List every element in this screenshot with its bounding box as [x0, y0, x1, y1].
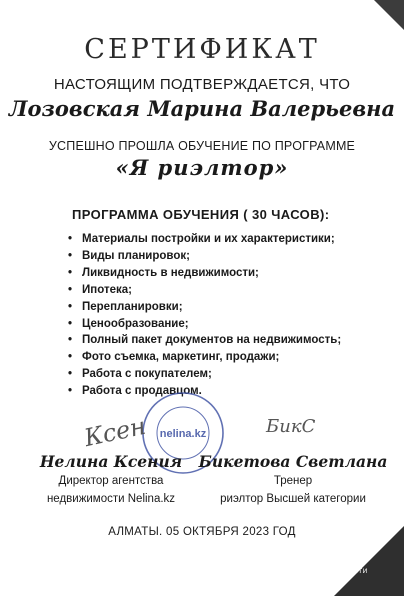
recipient-name: Лозовская Марина Валерьевна — [8, 96, 396, 121]
signatory-role: Директор агентства — [58, 475, 164, 487]
list-item: • Фото съемка, маркетинг, продажи; — [68, 349, 341, 366]
signature-2: БикС — [266, 416, 316, 437]
signatory-role: риэлтор Высшей категории — [220, 493, 366, 505]
signatory-role: Тренер — [273, 475, 313, 487]
course-name: «Я риэлтор» — [115, 155, 289, 180]
confirm-line: НАСТОЯЩИМ ПОДТВЕРЖДАЕТСЯ, ЧТО — [53, 76, 351, 93]
signatory-name: Нелина Ксения — [39, 452, 183, 471]
signatory-trainer — [198, 452, 388, 507]
list-item: • Полный пакет документов на недвижимость; — [68, 332, 341, 349]
stamp-text: nelina.kz — [159, 428, 207, 440]
list-item: • Материалы постройки и их характеристики; — [68, 231, 341, 248]
list-item: • Виды планировок; — [68, 248, 341, 265]
list-item: • Ликвидность в недвижимости; — [68, 265, 341, 282]
signatory-role: недвижимости Nelina.kz — [46, 493, 176, 505]
completion-line: УСПЕШНО ПРОШЛА ОБУЧЕНИЕ ПО ПРОГРАММЕ — [48, 139, 356, 153]
topics-list — [68, 231, 341, 400]
signatory-director — [26, 452, 196, 507]
corner-decoration-top — [374, 0, 404, 30]
signatory-name: Бикетова Светлана — [198, 452, 388, 471]
list-item: • Ипотека; — [68, 282, 341, 299]
logo-subtitle: АГЕНТСТВО НЕДВИЖИМОСТИ — [306, 561, 368, 575]
logo — [287, 545, 387, 575]
date-line: АЛМАТЫ. 05 ОКТЯБРЯ 2023 ГОД — [108, 526, 296, 538]
list-item: • Работа с покупателем; — [68, 366, 341, 383]
logo-text: nelina.kz — [303, 545, 371, 562]
certificate-title: СЕРТИФИКАТ — [84, 34, 320, 65]
list-item: • Ценообразование; — [68, 316, 341, 333]
list-item: • Работа с продавцом. — [68, 383, 341, 400]
signature-1: Ксен — [81, 411, 149, 453]
program-heading: ПРОГРАММА ОБУЧЕНИЯ ( 30 ЧАСОВ): — [72, 207, 330, 222]
list-item: • Перепланировки; — [68, 299, 341, 316]
